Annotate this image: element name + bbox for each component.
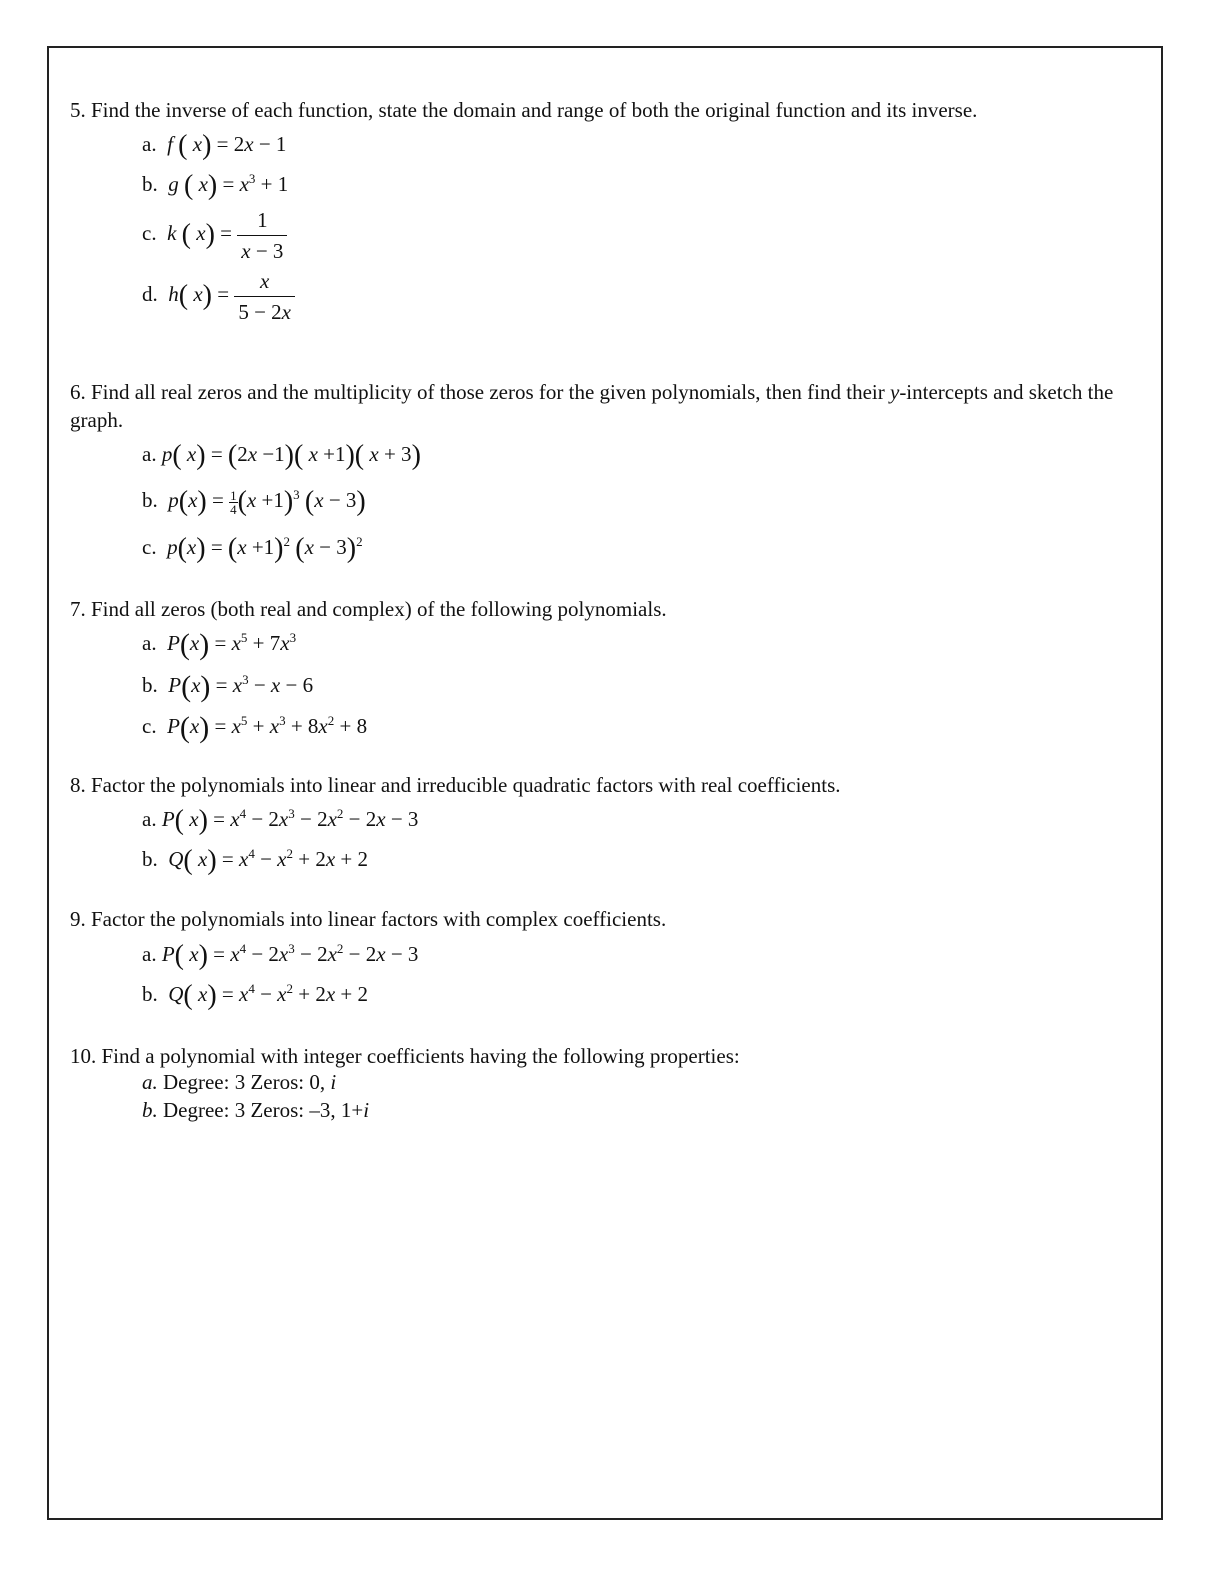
question-5-prompt: 5. Find the inverse of each function, state the domain and range of both the original function and its inverse.	[70, 98, 978, 122]
question-10-prompt: 10. Find a polynomial with integer coefficients having the following properties:	[70, 1044, 740, 1068]
question-5b: b. g ( $x) = x^3 + 1$	[142, 170, 289, 201]
question-5c: c. k ( x) = $\frac{1}{x - 3}$	[142, 205, 287, 266]
imaginary-unit: i	[330, 1070, 337, 1094]
fraction: $\frac{1}{4}$	[230, 487, 237, 517]
question-7c: c. $P(x) = x^5 + x^3 + 8x^2 + 8$	[142, 711, 368, 744]
item-label: a.	[142, 942, 157, 966]
question-6a: a. p( x) = (2x −1)( x +1)( x + 3)	[142, 440, 421, 471]
item-text: Degree: 3 Zeros: 0,	[163, 1070, 331, 1094]
imaginary-unit: i	[363, 1098, 370, 1122]
item-label: c.	[142, 535, 157, 559]
question-10a	[142, 1070, 336, 1095]
question-9b: b. Q( $x) = x^4 - x^2 + 2x + 2$	[142, 980, 369, 1011]
item-text: Degree: 3 Zeros: –3, 1+	[163, 1098, 364, 1122]
question-8-prompt: 8. Factor the polynomials into linear and irreducible quadratic factors with real coefficients.	[70, 773, 841, 797]
fraction: $\frac{1}{x - 3}$	[237, 205, 287, 266]
item-label: a.	[142, 1070, 158, 1094]
question-6c: c. $p(x) = (x +1)^2$ $(x - 3)^2$	[142, 533, 363, 564]
item-label: b.	[142, 172, 158, 196]
item-label: c.	[142, 221, 157, 246]
question-10b	[142, 1098, 369, 1123]
question-5a: a. f ( x) = 2x − 1	[142, 130, 287, 161]
question-9-prompt: 9. Factor the polynomials into linear factors with complex coefficients.	[70, 907, 667, 931]
item-label: b.	[142, 847, 158, 871]
question-8a: a. P( $x) = x^4 - 2x^3 - 2x^2 - 2x - 3$	[142, 805, 419, 836]
question-6-prompt: 6. Find all real zeros and the multiplicity of those zeros for the given polynomials, then find their y-intercepts and sketch the graph.	[70, 380, 1114, 432]
item-label: d.	[142, 282, 158, 307]
item-label: c.	[142, 714, 157, 738]
item-label: a.	[142, 132, 157, 156]
question-7-prompt: 7. Find all zeros (both real and complex) of the following polynomials.	[70, 597, 667, 621]
item-label: b.	[142, 982, 158, 1006]
item-label: b.	[142, 488, 158, 512]
question-9a: a. P( $x) = x^4 - 2x^3 - 2x^2 - 2x - 3$	[142, 940, 419, 971]
item-label: b.	[142, 1098, 158, 1122]
question-6b: b. p(x) = $\frac{1}{4}$ $(x +1)^3$ (x − 3)	[142, 486, 366, 517]
item-label: a.	[142, 807, 157, 831]
question-7b: b. $P(x) = x^3 - x - 6$	[142, 670, 314, 703]
item-label: a.	[142, 631, 157, 655]
question-7a: a. $P(x) = x^5 + 7x^3$	[142, 628, 297, 661]
question-5d: d. h( x) = $\frac{x}{5 - 2x}$	[142, 266, 295, 327]
question-8b: b. Q( $x) = x^4 - x^2 + 2x + 2$	[142, 845, 369, 876]
item-label: b.	[142, 673, 158, 697]
fraction: $\frac{x}{5 - 2x}$	[234, 266, 295, 327]
item-label: a.	[142, 442, 157, 466]
